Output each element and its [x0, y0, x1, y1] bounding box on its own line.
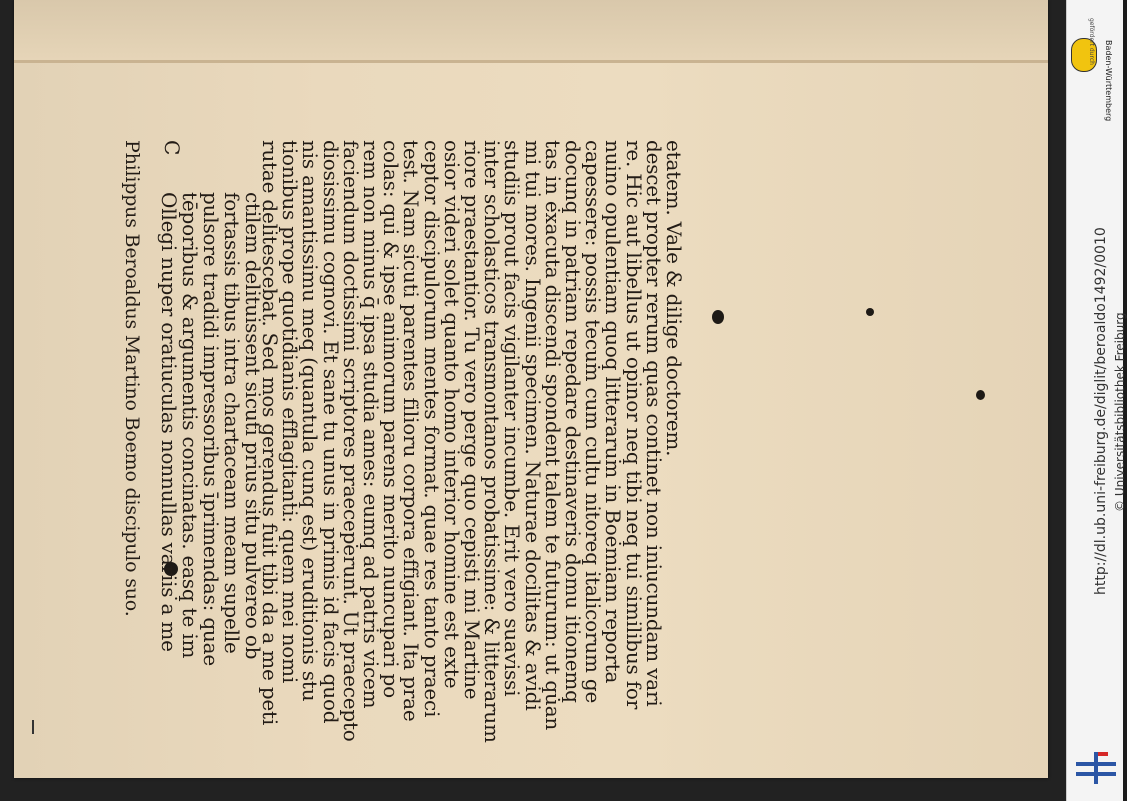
funder-name: Baden-Württemberg	[1104, 40, 1113, 122]
text-line: ctilem delituissent sicuti prius situ pulvereo ob	[241, 192, 265, 660]
text-line: riore praestantior. Tu vero perge quo cepisti mi Martine	[460, 140, 484, 700]
text-line: capessere: possis tecum cum cultu nitoreq̣ italicorum ge	[581, 140, 606, 704]
text-line: ceptor discipulorum mentes format. quae res tanto praeci	[419, 140, 444, 718]
text-line: faciendum doctissimi scriptores praeceperunt. Ut praecepto	[338, 140, 363, 742]
text-line: osior videri solet quanto homo interior homine est exte	[439, 140, 464, 689]
document-title: Philippus Beroaldus Martino Boemo discipulo suo.	[121, 140, 143, 617]
text-line: tas in exacuta discendi spondent talem te futurum: ut quan	[540, 140, 565, 731]
text-line: colas: qui & ipse animorum parens merito nuncupari po	[379, 140, 404, 698]
text-line: re. Hic aut libellus ut opinor neq̣ tibi neq̣ tui similibus for	[621, 140, 646, 710]
text-line: diosissimu cognovi. Et sane tu unus in primis id facis quod	[318, 140, 343, 724]
text-line: rutae delitescebat. Sed mos gerendus fuit tibi da a me peti	[258, 140, 282, 726]
text-line: nuino opulentiam quoq̣ litterarum in Boemiam reporta	[601, 140, 626, 684]
text-line: etatem. Vale & dilige doctorem.	[662, 140, 686, 457]
rotated-text-block	[108, 140, 688, 743]
text-line: docunq̣ in patriam repedare destinaveris domu itionemq̣	[561, 140, 585, 703]
funder-label: gefördert durch	[1088, 18, 1095, 65]
text-line: inter scholasticos transmontanos probatissime: & litterarum	[480, 140, 505, 743]
ink-spot	[866, 308, 874, 316]
margin-mark	[32, 720, 34, 734]
text-line: tēporibus & argumentis concinatas. easq̣ te im	[178, 192, 202, 659]
text-line: test. Nam sicuti parentes filioru corpora effigiant. Ita prae	[399, 140, 424, 722]
text-line: tionibus prope quotidianis efflagitanti: quem mei nomi	[278, 140, 303, 684]
text-line: studiis prout facis vigilanter incumbe. Erit vero suavissi	[500, 140, 525, 697]
ink-spot	[976, 390, 985, 400]
initial-letter: C	[160, 140, 184, 156]
text-line: nis amantissimu meq̣ (quantula cunq̣ est) eruditionis stu	[298, 140, 323, 702]
copyright-notice: © Universitätsbibliothek Freiburg	[1113, 312, 1127, 512]
ink-spot	[712, 310, 724, 324]
text-line: descet propter rerum quas continet non iniucundam vari	[641, 140, 666, 707]
text-line: rem non minus q̄ ipsa studia ames: eumq̣ ad patris vicem	[359, 140, 383, 709]
text-line: Ollegi nuper oratiuculas nonnullas variis a me	[157, 192, 181, 652]
text-line: pulsore tradidi impressoribus īprimendas: quae	[199, 192, 223, 666]
text-line: fortassis tibus intra chartaceam meam supelle	[220, 192, 244, 654]
text-line: mi tui mores. Ingenii specimen. Naturae docilitas & avidi	[520, 140, 545, 711]
permalink[interactable]: http://dl.ub.uni-freiburg.de/diglit/beroaldo1492/0010	[1093, 227, 1109, 595]
facing-leaf-edge	[14, 0, 1048, 63]
ub-freiburg-logo-icon	[1076, 748, 1116, 788]
